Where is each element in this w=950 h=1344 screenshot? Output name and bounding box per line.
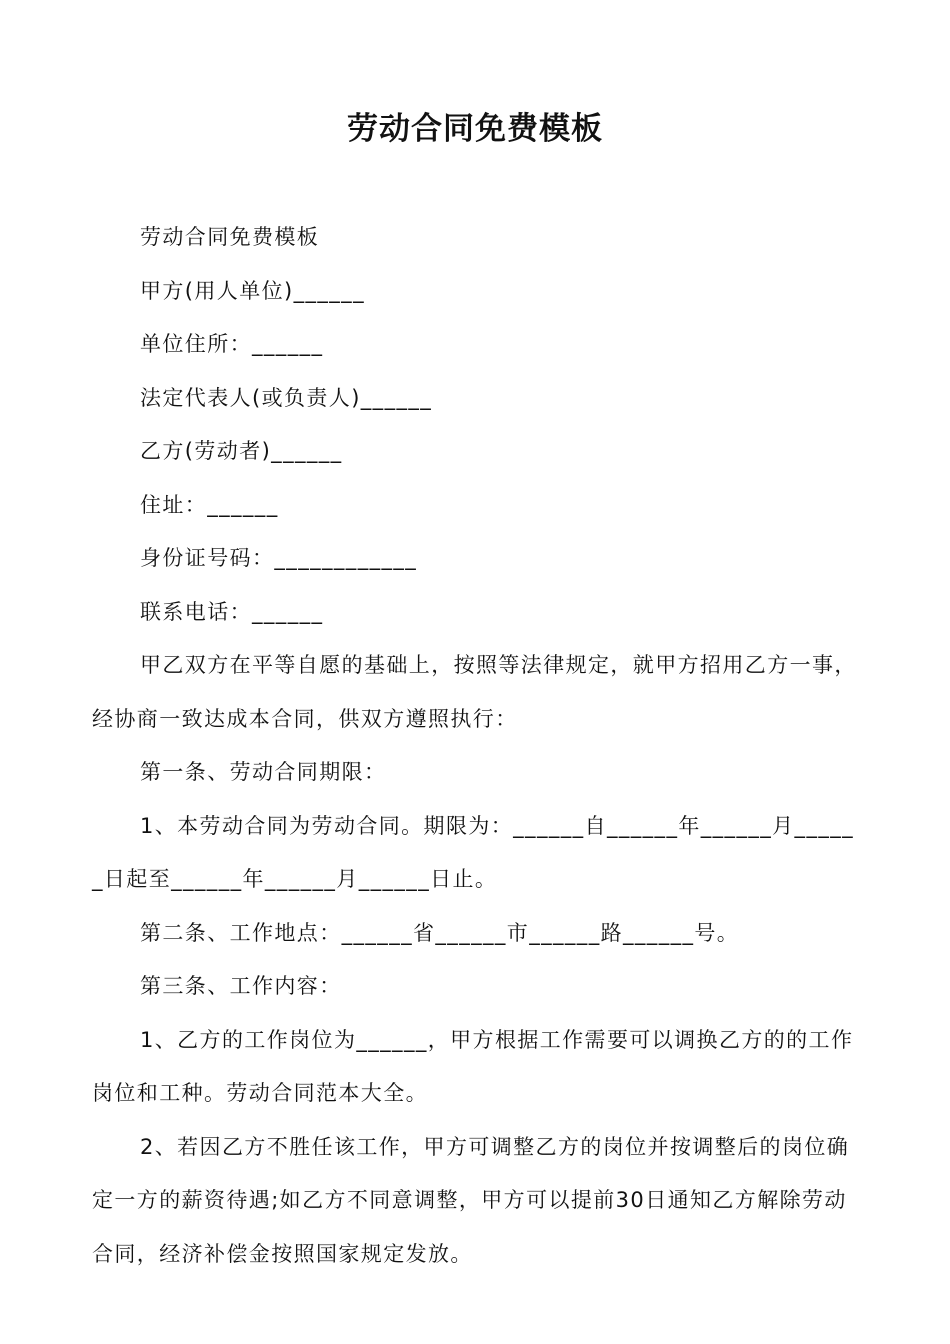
paragraph-article-3-item-2: 2、若因乙方不胜任该工作，甲方可调整乙方的岗位并按调整后的岗位确定一方的薪资待遇;如乙方不同意调整，甲方可以提前30日通知乙方解除劳动合同，经济补偿金按照国家规定发放。: [92, 1134, 850, 1266]
document-body: [92, 211, 860, 1281]
paragraph-article-3-item-1: 1、乙方的工作岗位为______，甲方根据工作需要可以调换乙方的的工作岗位和工种。劳动合同范本大全。: [92, 1027, 854, 1105]
paragraph-heading: 劳动合同免费模板: [140, 225, 320, 249]
paragraph-legal-representative: 法定代表人(或负责人)______: [140, 385, 433, 410]
paragraph-article-3: 第三条、工作内容：: [140, 974, 342, 998]
paragraph-party-a: 甲方(用人单位)______: [140, 278, 365, 303]
paragraph-phone: 联系电话：______: [140, 599, 324, 624]
paragraph-preamble: 甲乙双方在平等自愿的基础上，按照等法律规定，就甲方招用乙方一事，经协商一致达成本合同，供双方遵照执行：: [92, 653, 857, 731]
paragraph-id-number: 身份证号码：____________: [140, 546, 418, 570]
paragraph-article-1-item-1: 1、本劳动合同为劳动合同。期限为：______自______年______月______日起至______年______月______日止。: [92, 813, 855, 891]
paragraph-article-2: 第二条、工作地点：______省______市______路______号。: [140, 920, 740, 945]
paragraph-party-b: 乙方(劳动者)______: [140, 439, 343, 463]
document-title: 劳动合同免费模板: [347, 111, 603, 147]
paragraph-address: 住址：______: [140, 492, 279, 517]
paragraph-company-address: 单位住所：______: [140, 332, 324, 356]
paragraph-article-1: 第一条、劳动合同期限：: [140, 760, 387, 784]
